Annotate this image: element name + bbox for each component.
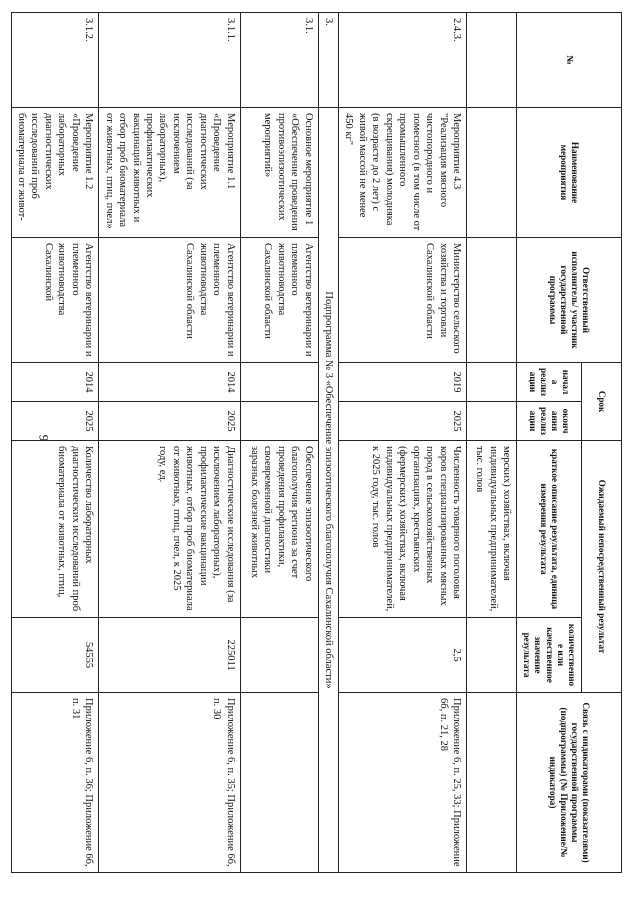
cell-empty xyxy=(467,13,517,108)
row-num: 2.4.3. xyxy=(339,13,467,108)
row-link: Приложение 6, п. 35; Приложение 6б, п. 30 xyxy=(99,693,240,873)
row-start: 2014 xyxy=(99,363,240,402)
header-link: Связь с индикаторами (показателями) государственной программы (подпрограммы) (№ Приложение/№ индикатора) xyxy=(517,693,622,873)
row-responsible: Министерство сельского хозяйства и торговли Сахалинской области xyxy=(339,238,467,363)
row-num: 3.1. xyxy=(240,13,318,108)
table-row xyxy=(240,13,318,873)
table-row xyxy=(339,13,467,873)
cell-empty xyxy=(467,618,517,693)
row-responsible: Агентство ветеринарии и племенного животноводства Сахалинской области xyxy=(240,238,318,363)
row-end: 2025 xyxy=(11,402,99,441)
header-result-value: количественное или качественное значение результата xyxy=(517,618,582,693)
cell-empty xyxy=(467,238,517,363)
row-value: 2,5 xyxy=(339,618,467,693)
header-term: Срок xyxy=(582,363,622,441)
row-end: 2025 xyxy=(339,402,467,441)
header-responsible: Ответственный исполнитель/ участник государственной программы xyxy=(517,238,622,363)
continuation-row xyxy=(467,13,517,873)
row-responsible: Агентство ветеринарии и племенного животноводства Сахалинской xyxy=(11,238,99,363)
table-row xyxy=(99,13,240,873)
row-end: 2025 xyxy=(99,402,240,441)
row-value: 225011 xyxy=(99,618,240,693)
row-start xyxy=(240,363,318,402)
row-event: Мероприятие 1.2 «Проведение лабораторных диагностических исследований проб биоматериала от живот- xyxy=(11,108,99,238)
header-result: Ожидаемый непосредственный результат xyxy=(582,441,622,693)
table-row xyxy=(11,13,99,873)
row-link: Приложение 6, п. 25, 33; Приложение 6б, п. 21, 28 xyxy=(339,693,467,873)
cell-empty xyxy=(467,108,517,238)
row-event: Основное мероприятие 1 «Обеспечение проведения противоэпизоотических мероприятий» xyxy=(240,108,318,238)
row-event: Мероприятие 4.3 "Реализация мясного чистопородного и помесного (в том числе от промышленного скрещивания) молодняка (в возрасте до 2 лет) с живой массой не менее 450 кг" xyxy=(339,108,467,238)
cell-empty xyxy=(467,363,517,402)
header-num: № xyxy=(517,13,622,108)
row-num: 3.1.2. xyxy=(11,13,99,108)
row-desc: Количество лабораторных диагностических исследований проб биоматериала от животных, птиц, xyxy=(11,441,99,618)
program-table xyxy=(11,12,622,873)
header-term-end: окончания реализации xyxy=(517,402,582,441)
header-event: Наименование мероприятия xyxy=(517,108,622,238)
header-term-start: начала реализации xyxy=(517,363,582,402)
cell-empty xyxy=(467,402,517,441)
row-desc: Обеспечение эпизоотического благополучия региона за счет проведения профилактики, своевременной диагностики заразных болезней животных xyxy=(240,441,318,618)
row-start: 2014 xyxy=(11,363,99,402)
row-responsible: Агентство ветеринарии и племенного животноводства Сахалинской области xyxy=(99,238,240,363)
row-link: Приложение 6, п. 36; Приложение 6б, п. 31 xyxy=(11,693,99,873)
row-start: 2019 xyxy=(339,363,467,402)
continuation-text: мерских) хозяйствах, включая индивидуальных предпринимателей, тыс. голов xyxy=(467,441,517,618)
row-link xyxy=(240,693,318,873)
row-end xyxy=(240,402,318,441)
subprogram-title: Подпрограмма № 3 «Обеспечение эпизоотического благополучия Сахалинской области» xyxy=(318,108,338,873)
row-event: Мероприятие 1.1 «Проведение диагностических исследований (за исключением лабораторных), профилактических вакцинаций животных и отбор проб биоматериала от животных, птиц, пчел» xyxy=(99,108,240,238)
row-value: 54555 xyxy=(11,618,99,693)
row-desc: Диагностические исследования (за исключением лабораторных), профилактические вакцинации животных, отбор проб биоматериала от животных, птиц, пчел, к 2025 году, ед. xyxy=(99,441,240,618)
cell-empty xyxy=(467,693,517,873)
row-value xyxy=(240,618,318,693)
header-result-desc: краткое описание результата, единица измерения результата xyxy=(517,441,582,618)
page-number: 9 xyxy=(36,434,52,442)
row-desc: Численность товарного поголовья коров специализированных мясных пород в сельскохозяйственных организациях, крестьянских (фермерских) хозяйствах, включая индивидуальных предпринимателей, к 2025 году, тыс. голов xyxy=(339,441,467,618)
row-num: 3.1.1. xyxy=(99,13,240,108)
rotated-table-wrapper xyxy=(16,12,622,872)
subprogram-row xyxy=(318,13,338,873)
subprogram-num: 3. xyxy=(318,13,338,108)
